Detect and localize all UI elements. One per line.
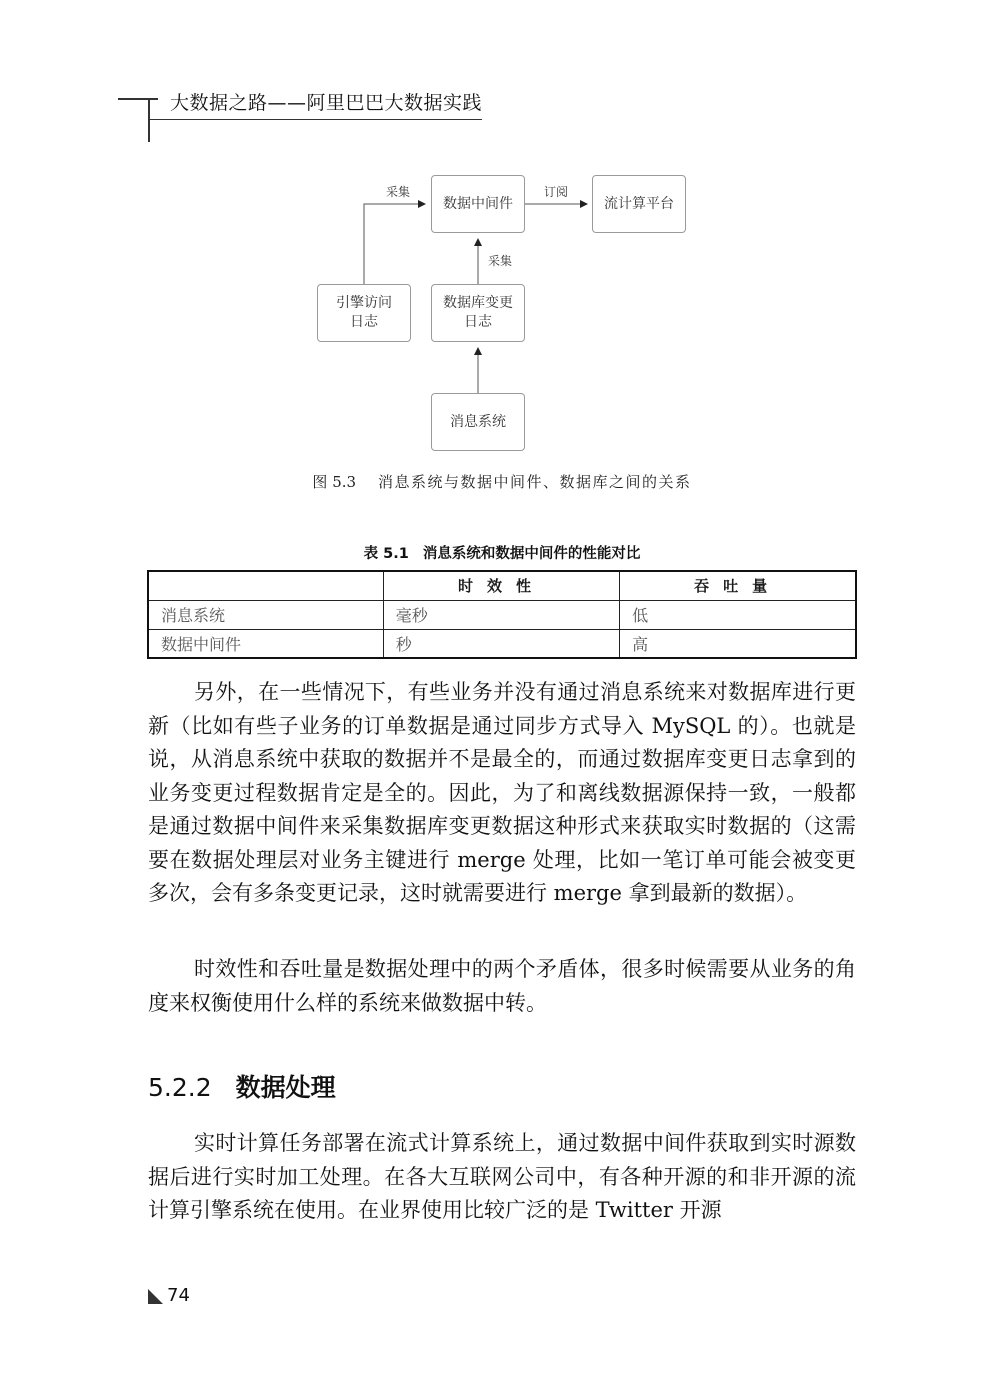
section-paragraph: 实时计算任务部署在流式计算系统上，通过数据中间件获取到实时源数据后进行实时加工处理。在各大互联网公司中，有各种开源的和非开源的流计算引擎系统在使用。在业界使用比较广泛的是 Twitter 开源 — [148, 1131, 856, 1222]
table-cell: 消息系统 — [148, 600, 383, 629]
node-engine-log-line1: 引擎访问 — [336, 295, 392, 311]
section-number: 5.2.2 — [148, 1073, 212, 1102]
node-db-log-line2: 日志 — [464, 314, 492, 330]
table-caption-text: 消息系统和数据中间件的性能对比 — [422, 546, 641, 562]
table-row — [148, 600, 856, 629]
page-corner-triangle-icon — [148, 1289, 163, 1304]
figure-diagram — [0, 0, 1004, 470]
figure-caption-text: 消息系统与数据中间件、数据库之间的关系 — [378, 473, 692, 491]
node-message-system-label: 消息系统 — [450, 413, 506, 430]
table-number: 表 5.1 — [363, 546, 409, 562]
edge-label-subscribe: 订阅 — [544, 185, 569, 199]
table-cell: 数据中间件 — [148, 629, 383, 658]
table-cell: 高 — [620, 629, 856, 658]
node-stream-platform-label: 流计算平台 — [604, 195, 674, 212]
table-header-throughput: 吞吐量 — [620, 571, 856, 600]
table-cell: 毫秒 — [383, 600, 619, 629]
page-number: 74 — [167, 1285, 190, 1306]
table-cell: 秒 — [383, 629, 619, 658]
node-data-middleware-label: 数据中间件 — [443, 195, 513, 212]
edge-label-collect-mid: 采集 — [488, 254, 513, 268]
node-db-log-line1: 数据库变更 — [443, 295, 513, 311]
table-cell: 低 — [620, 600, 856, 629]
node-engine-log-line2: 日志 — [350, 314, 378, 330]
section-title: 数据处理 — [235, 1073, 336, 1102]
running-header-title: 大数据之路——阿里巴巴大数据实践 — [170, 92, 483, 114]
node-db-change-log — [431, 284, 525, 342]
node-stream-platform — [592, 175, 686, 233]
table-row — [148, 629, 856, 658]
body-paragraph-1: 另外，在一些情况下，有些业务并没有通过消息系统来对数据库进行更新（比如有些子业务的订单数据是通过同步方式导入 MySQL 的）。也就是说，从消息系统中获取的数据并不是最全的，而通过数据库变更日志拿到的业务变更过程数据肯定是全的。因此，为了和离线数据源保持一致，一般都是通过数据中间件来采集数据库变更数据这种形式来获取实时数据的（这需要在数据处理层对业务主键进行 merge 处理，比如一笔订单可能会被变更多次，会有多条变更记录，这时就需要进行 merge 拿到最新的数据）。 — [148, 680, 856, 905]
figure-caption — [0, 471, 1004, 492]
performance-comparison-table — [147, 570, 857, 659]
arrow-engine-to-middleware — [364, 204, 425, 284]
table-caption — [0, 542, 1004, 563]
figure-number: 图 5.3 — [312, 473, 357, 491]
section-heading — [148, 1068, 336, 1104]
node-message-system — [431, 393, 525, 451]
node-data-middleware — [431, 175, 525, 233]
body-paragraph-2: 时效性和吞吐量是数据处理中的两个矛盾体，很多时候需要从业务的角度来权衡使用什么样的系统来做数据中转。 — [148, 957, 856, 1015]
edge-label-collect-left: 采集 — [386, 185, 411, 199]
table-header-row — [148, 571, 856, 600]
node-engine-access-log — [317, 284, 411, 342]
table-header-latency: 时效性 — [383, 571, 619, 600]
table-header-empty — [148, 571, 383, 600]
